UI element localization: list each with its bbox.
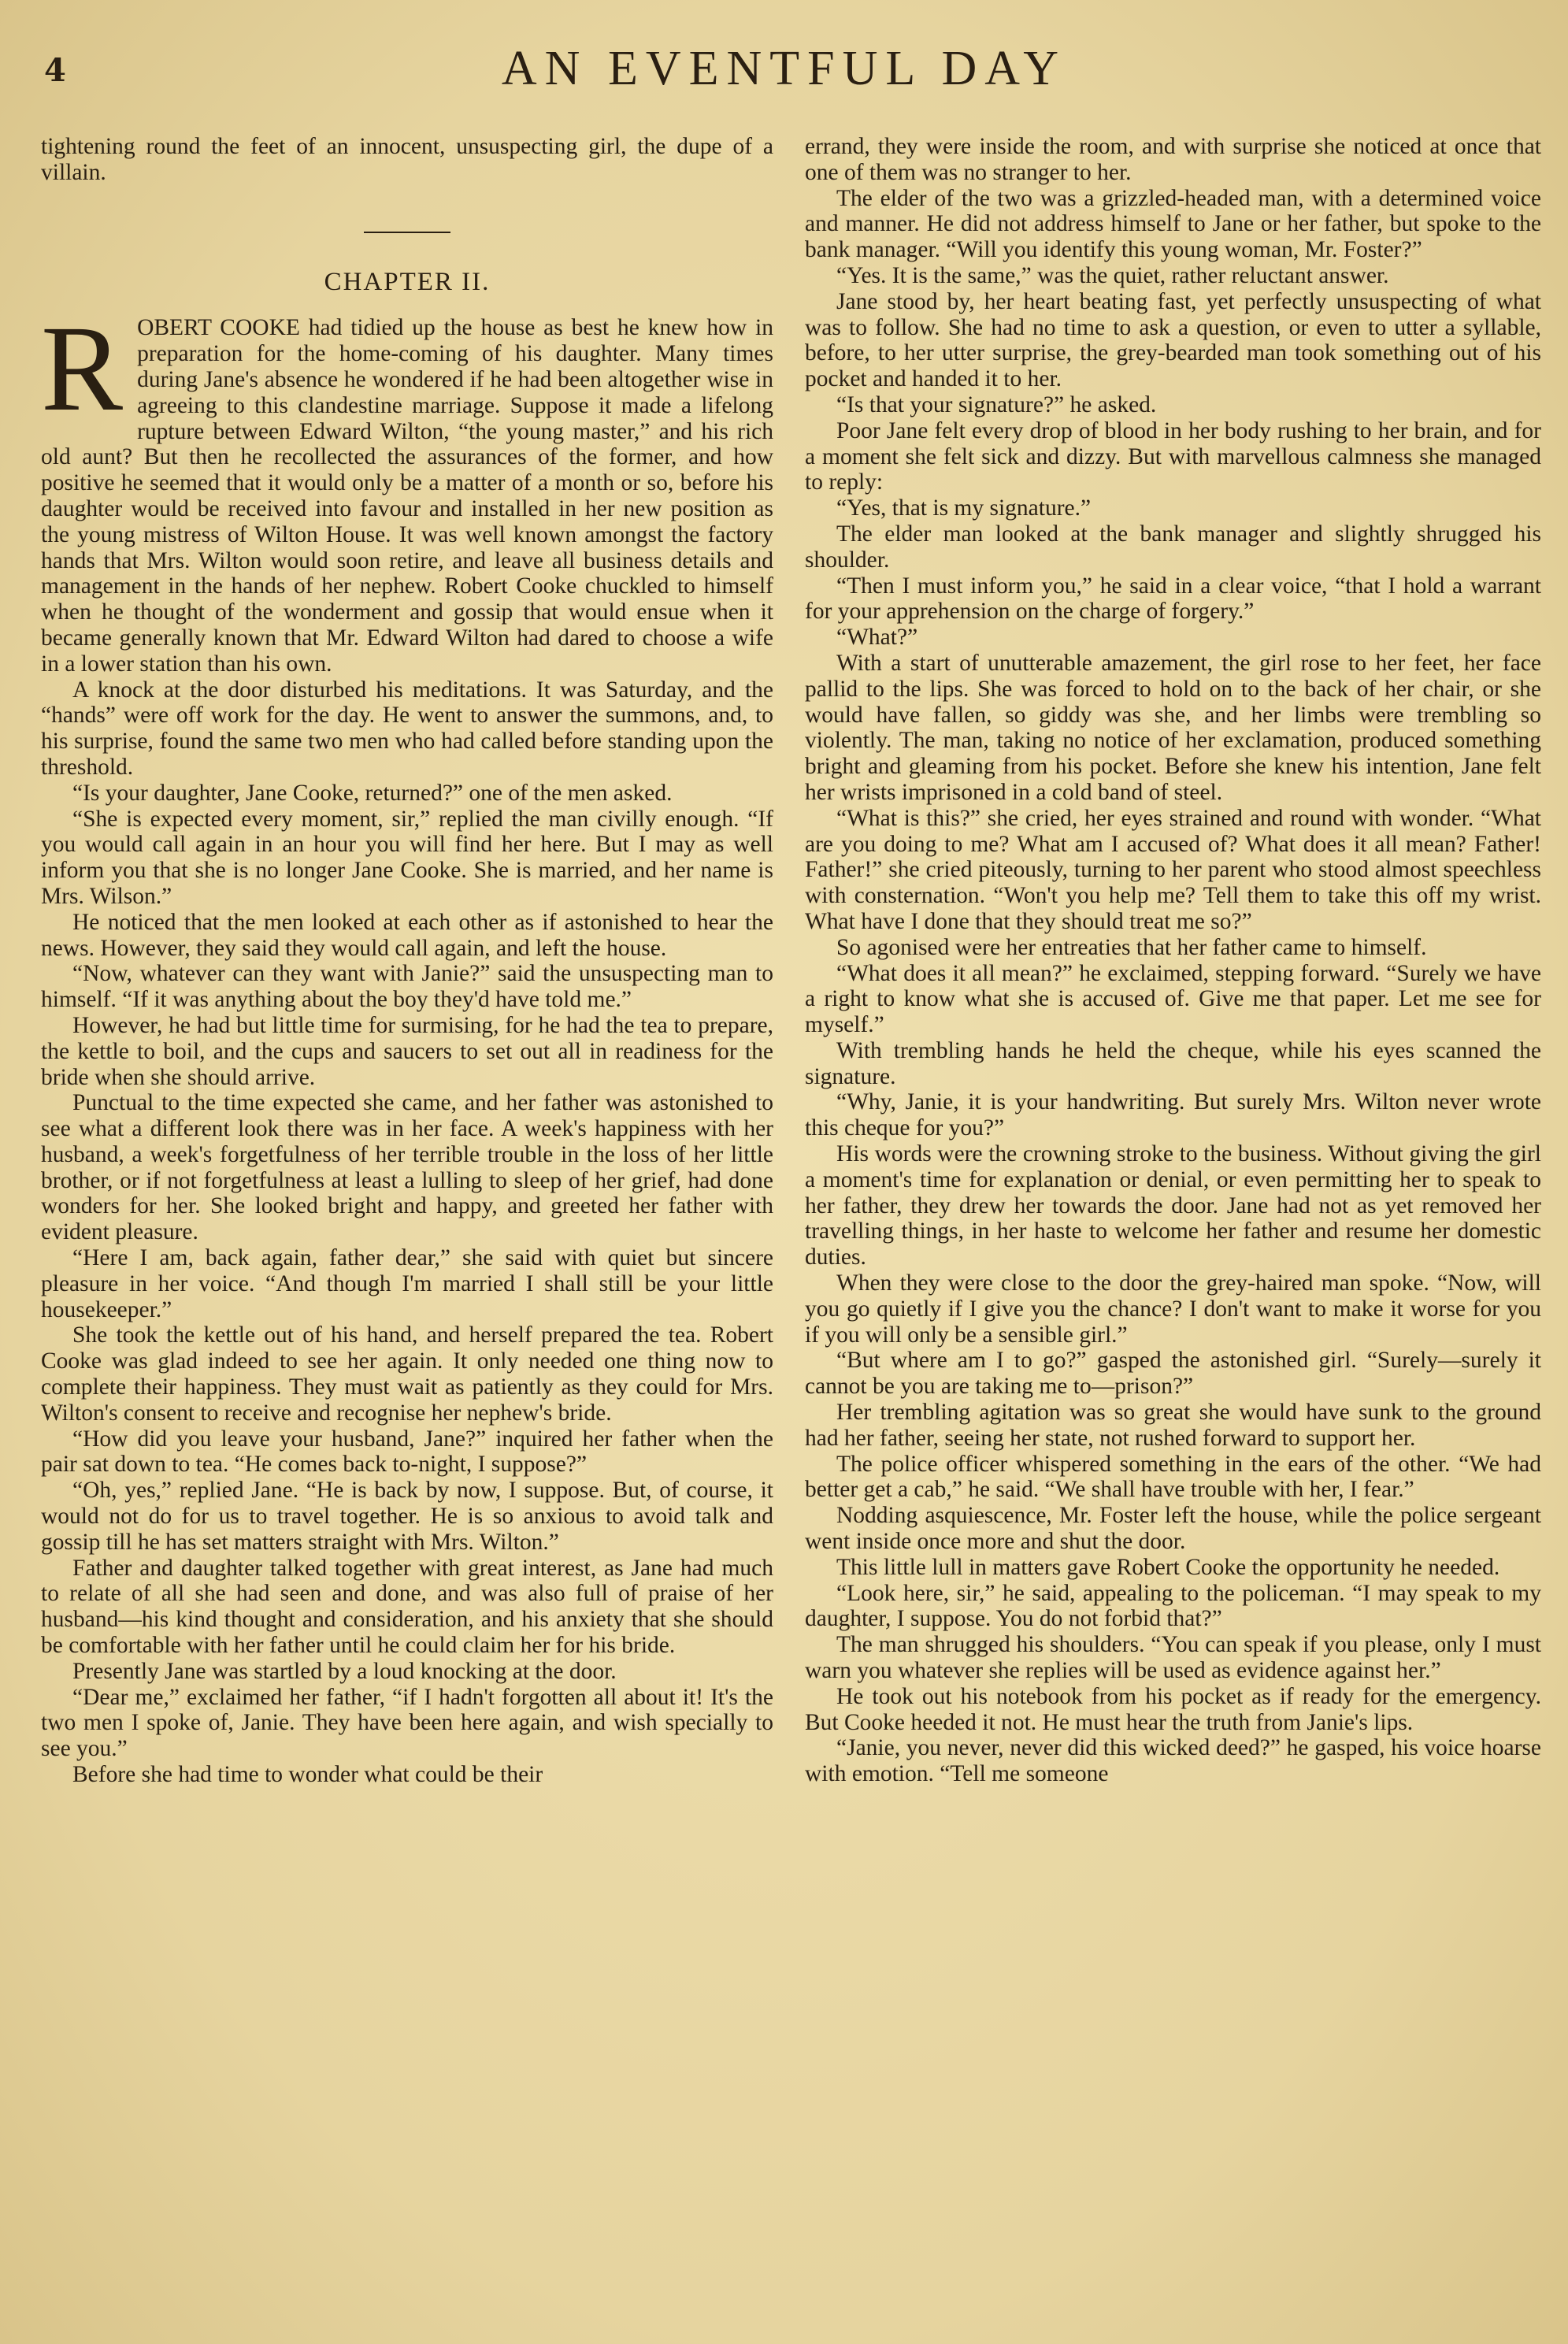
paragraph: Her trembling agitation was so great she would have sunk to the ground had her father, seeing her state, not rushed forward to support her.	[805, 1400, 1541, 1451]
right-column	[805, 134, 1541, 2331]
paragraph: Nodding asquiescence, Mr. Foster left the house, while the police sergeant went inside once more and shut the door.	[805, 1503, 1541, 1555]
paragraph: “How did you leave your husband, Jane?” inquired her father when the pair sat down to tea. “He comes back to-night, I suppose?”	[41, 1426, 773, 1478]
paragraph: Presently Jane was startled by a loud knocking at the door.	[72, 1658, 617, 1684]
paragraph: This little lull in matters gave Robert Cooke the opportunity he needed.	[836, 1554, 1500, 1580]
paragraph: “Look here, sir,” he said, appealing to the policeman. “I may speak to my daughter, I suppose. You do not forbid that?”	[805, 1580, 1541, 1632]
page-header	[0, 41, 1568, 104]
paragraph: He took out his notebook from his pocket as if ready for the emergency. But Cooke heeded it not. He must hear the truth from Janie's lips.	[805, 1683, 1541, 1735]
running-title: AN EVENTFUL DAY	[501, 42, 1067, 95]
paragraph: “Why, Janie, it is your handwriting. But surely Mrs. Wilton never wrote this cheque for you?”	[805, 1089, 1541, 1141]
paragraph: “What is this?” she cried, her eyes strained and round with wonder. “What are you doing to me? What am I accused of? What does it all mean? Father! Father!” she cried piteously, turning to her parent who stood almost speechless with consternation. “Won't you help me? Tell them to take this off my wrist. What have I done that they should treat me so?”	[805, 805, 1541, 934]
paragraph: Father and daughter talked together with great interest, as Jane had much to relate of all she had seen and done, and was also full of praise of her husband—his kind thought and consideration, and his anxiety that she should be comfortable with her father until he could claim her for his bride.	[41, 1555, 773, 1659]
paragraph: With trembling hands he held the cheque, while his eyes scanned the signature.	[805, 1037, 1541, 1089]
paragraph: When they were close to the door the grey-haired man spoke. “Now, will you go quietly if I give you the chance? I don't want to make it worse for you if you will only be a sensible girl.”	[805, 1270, 1541, 1348]
paragraph: The elder man looked at the bank manager and slightly shrugged his shoulder.	[805, 521, 1541, 573]
paragraph: “But where am I to go?” gasped the astonished girl. “Surely—surely it cannot be you are taking me to—prison?”	[805, 1348, 1541, 1400]
paragraph: Punctual to the time expected she came, and her father was astonished to see what a different look there was in her face. A week's happiness with her husband, a week's forgetfulness of her terrible trouble in the loss of her little brother, or if not forgetfulness at least a lulling to sleep of her grief, had done wonders for her. She looked bright and happy, and greeted her father with evident pleasure.	[41, 1090, 773, 1245]
paragraph: A knock at the door disturbed his meditations. It was Saturday, and the “hands” were off work for the day. He went to answer the summons, and, to his surprise, found the same two men who had called before standing upon the threshold.	[41, 677, 773, 780]
paragraph: “Oh, yes,” replied Jane. “He is back by now, I suppose. But, of course, it would not do for us to travel together. He is so anxious to avoid talk and gossip till he has set matters straight with Mrs. Wilton.”	[41, 1478, 773, 1555]
opening-paragraph-text: OBERT COOKE had tidied up the house as best he knew how in preparation for the home-coming of his daughter. Many times during Jane's absence he wondered if he had been altogether wise in agreeing to this clandestine marriage. Suppose it made a lifelong rupture between Edward Wilton, “the young master,” and his rich old aunt? But then he recollected the assurances of the former, and how positive he seemed that it would only be a matter of a month or so, before his daughter would be received into favour and installed in her new position as the young mistress of Wilton House. It was well known amongst the factory hands that Mrs. Wilton would soon retire, and leave all business details and management in the hands of her nephew. Robert Cooke chuckled to himself when he thought of the wonderment and gossip that would ensue when it became generally known that Mr. Edward Wilton had dared to choose a wife in a lower station than his own.	[41, 315, 773, 677]
paragraph: “What does it all mean?” he exclaimed, stepping forward. “Surely we have a right to know what she is accused of. Give me that paper. Let me see for myself.”	[805, 960, 1541, 1038]
paragraph: “What?”	[836, 625, 918, 651]
paragraph: Poor Jane felt every drop of blood in her body rushing to her brain, and for a moment she felt sick and dizzy. But with marvellous calmness she managed to reply:	[805, 417, 1541, 495]
paragraph: “Dear me,” exclaimed her father, “if I hadn't forgotten all about it! It's the two men I spoke of, Janie. They have been here again, and wish specially to see you.”	[41, 1684, 773, 1762]
section-divider	[364, 232, 450, 233]
left-column	[41, 134, 773, 2331]
paragraph: “Here I am, back again, father dear,” she said with quiet but sincere pleasure in her voice. “And though I'm married I shall still be your little housekeeper.”	[41, 1245, 773, 1322]
paragraph: However, he had but little time for surmising, for he had the tea to prepare, the kettle to boil, and the cups and saucers to set out all in readiness for the bride when she should arrive.	[41, 1012, 773, 1090]
paragraph: So agonised were her entreaties that her father came to himself.	[836, 934, 1427, 960]
paragraph: “Then I must inform you,” he said in a clear voice, “that I hold a warrant for your apprehension on the charge of forgery.”	[805, 573, 1541, 625]
paragraph: “Is your daughter, Jane Cooke, returned?” one of the men asked.	[72, 780, 673, 806]
continuation-paragraph: errand, they were inside the room, and with surprise she noticed at once that one of them was no stranger to her.	[805, 134, 1541, 185]
paragraph: The elder of the two was a grizzled-headed man, with a determined voice and manner. He did not address himself to Jane or her father, but spoke to the bank manager. “Will you identify this young woman, Mr. Foster?”	[805, 185, 1541, 263]
paragraph: “Yes, that is my signature.”	[836, 495, 1092, 521]
chapter-heading: CHAPTER II.	[324, 267, 491, 296]
chapter-opening-paragraph	[41, 300, 773, 677]
paragraph: His words were the crowning stroke to the business. Without giving the girl a moment's time for explanation or denial, or even permitting her to speak to her father, they drew her towards the door. Jane had not as yet removed her travelling things, in her haste to welcome her father and resume her domestic duties.	[805, 1141, 1541, 1270]
paragraph: He noticed that the men looked at each other as if astonished to hear the news. However, they said they would call again, and left the house.	[41, 909, 773, 961]
page-number: 4	[44, 52, 66, 89]
drop-cap: R	[41, 300, 124, 437]
paragraph: Jane stood by, her heart beating fast, yet perfectly unsuspecting of what was to follow. She had no time to ask a question, or even to utter a syllable, before, to her utter surprise, the grey-bearded man took something out of his pocket and handed it to her.	[805, 288, 1541, 392]
continuation-paragraph: tightening round the feet of an innocent, unsuspecting girl, the dupe of a villain.	[41, 134, 773, 185]
paragraph: “She is expected every moment, sir,” replied the man civilly enough. “If you would call again in an hour you will find her here. But I may as well inform you that she is no longer Jane Cooke. She is married, and her name is Mrs. Wilson.”	[41, 806, 773, 909]
paragraph: She took the kettle out of his hand, and herself prepared the tea. Robert Cooke was glad indeed to see her again. It only needed one thing now to complete their happiness. They must wait as patiently as they could for Mrs. Wilton's consent to receive and recognise her nephew's bride.	[41, 1322, 773, 1426]
paragraph: With a start of unutterable amazement, the girl rose to her feet, her face pallid to the lips. She was forced to hold on to the back of her chair, or she would have fallen, so giddy was she, and her limbs were trembling so violently. The man, taking no notice of her exclamation, produced something bright and gleaming from his pocket. Before she knew his intention, Jane felt her wrists imprisoned in a cold band of steel.	[805, 650, 1541, 805]
paragraph: “Is that your signature?” he asked.	[836, 391, 1157, 417]
paragraph: The police officer whispered something in the ears of the other. “We had better get a cab,” he said. “We shall have trouble with her, I fear.”	[805, 1451, 1541, 1503]
paragraph: “Now, whatever can they want with Janie?” said the unsuspecting man to himself. “If it was anything about the boy they'd have told me.”	[41, 961, 773, 1013]
paragraph: Before she had time to wonder what could be their	[72, 1762, 543, 1788]
paragraph: “Yes. It is the same,” was the quiet, rather reluctant answer.	[836, 262, 1389, 288]
paragraph: “Janie, you never, never did this wicked deed?” he gasped, his voice hoarse with emotion. “Tell me someone	[805, 1735, 1541, 1787]
paragraph: The man shrugged his shoulders. “You can speak if you please, only I must warn you whatever she replies will be used as evidence against her.”	[805, 1632, 1541, 1684]
